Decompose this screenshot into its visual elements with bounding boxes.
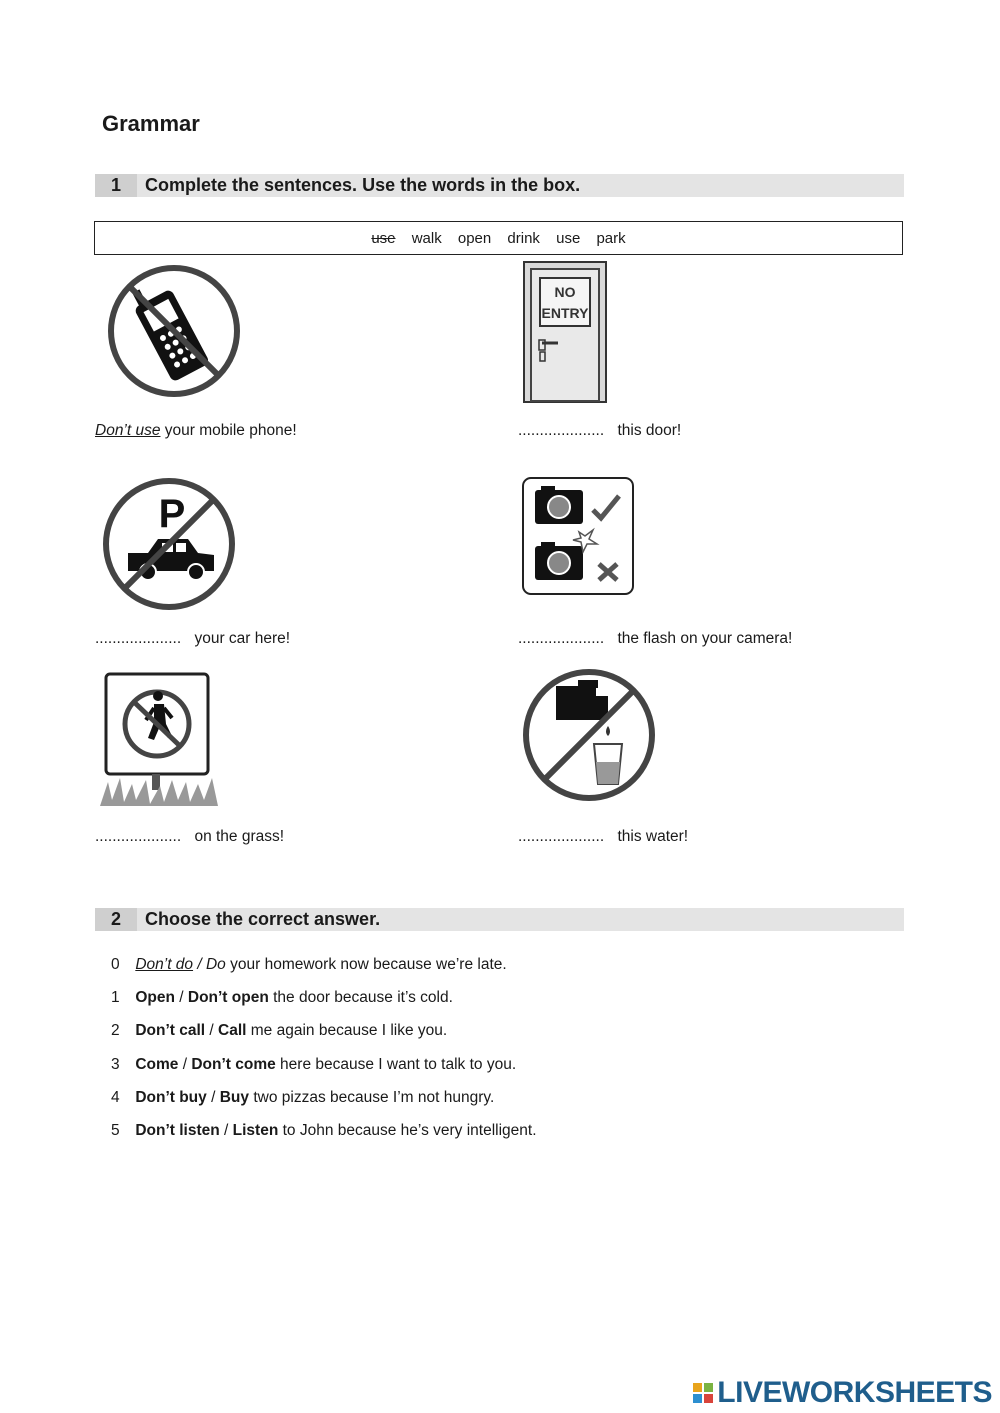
no-walking-on-grass-icon [100,670,220,810]
choice-a[interactable]: Don’t buy [135,1089,207,1106]
word-box-item: walk [411,230,442,247]
answer-gap[interactable]: .................... [518,422,605,439]
sentence-text: this water! [617,828,689,845]
example-choice-b: Do [205,956,226,973]
sentence-text: the flash on your camera! [617,630,793,647]
choice-separator: / [209,1022,214,1039]
question-text: the door because it’s cold. [273,989,453,1006]
exercise-1-item-2 [518,422,681,440]
exercise-1-item-6 [518,828,688,846]
question-text: two pizzas because I’m not hungry. [253,1089,495,1106]
exercise-2-question-3 [111,1056,516,1074]
liveworksheets-logo [693,1376,992,1410]
question-text: to John because he’s very intelligent. [282,1122,537,1139]
no-parking-icon [100,475,238,613]
question-text: me again because I like you. [250,1022,448,1039]
choice-separator: / [182,1056,188,1073]
exercise-2-number: 2 [95,908,137,931]
question-number: 2 [111,1022,120,1039]
exercise-1-item-1 [95,422,297,440]
choice-a[interactable]: Open [135,989,175,1006]
choice-a[interactable]: Come [135,1056,179,1073]
sentence-text: this door! [617,422,682,439]
choice-b[interactable]: Listen [232,1122,279,1139]
door-sign-text-no: NO [554,284,576,300]
word-box-item: use [556,230,581,247]
exercise-1-item-3 [95,630,290,648]
word-box [94,221,903,255]
example-choice-a: Don’t do [135,956,194,973]
logo-text: LIVEWORKSHEETS [717,1376,992,1409]
choice-b[interactable]: Buy [219,1089,250,1106]
answer-gap[interactable]: .................... [518,630,605,647]
no-entry-door-icon [522,260,608,404]
question-number: 1 [111,989,120,1006]
exercise-1-header [95,174,904,197]
choice-separator: / [211,1089,216,1106]
choice-b[interactable]: Don’t open [187,989,269,1006]
word-box-item: park [596,230,626,247]
answer-gap[interactable]: .................... [95,828,182,845]
no-mobile-phone-icon [105,262,243,400]
example-answer: Don’t use [95,422,161,439]
parking-p-letter: P [158,492,186,536]
exercise-1-item-5 [95,828,284,846]
answer-gap[interactable]: .................... [518,828,605,845]
no-camera-flash-icon [521,476,635,596]
choice-separator: / [197,956,202,973]
sentence-text: your mobile phone! [164,422,297,439]
choice-a[interactable]: Don’t call [135,1022,206,1039]
sentence-text: on the grass! [194,828,285,845]
exercise-1-number: 1 [95,174,137,197]
exercise-1-instruction: Complete the sentences. Use the words in the box. [145,175,581,195]
exercise-2-example [111,956,507,974]
question-text: here because I want to talk to you. [280,1056,517,1073]
page-title: Grammar [102,111,200,136]
exercise-2-question-2 [111,1022,447,1040]
no-drinking-water-icon [520,666,658,804]
sentence-text: your car here! [194,630,291,647]
question-number: 4 [111,1089,120,1106]
word-box-item: open [457,230,492,247]
word-box-item: use [371,230,396,247]
exercise-2-question-4 [111,1089,494,1107]
word-box-item: drink [507,230,540,247]
exercise-2-question-1 [111,989,453,1007]
question-number: 3 [111,1056,120,1073]
answer-gap[interactable]: .................... [95,630,182,647]
choice-separator: / [224,1122,229,1139]
choice-separator: / [179,989,184,1006]
door-sign-text-entry: ENTRY [541,305,589,321]
choice-b[interactable]: Call [218,1022,247,1039]
logo-blocks-icon [693,1383,713,1403]
choice-a[interactable]: Don’t listen [135,1122,220,1139]
question-number: 5 [111,1122,120,1139]
exercise-2-instruction: Choose the correct answer. [145,909,381,929]
exercise-1-item-4 [518,630,792,648]
question-text: your homework now because we’re late. [230,956,507,973]
choice-b[interactable]: Don’t come [191,1056,276,1073]
exercise-2-header [95,908,904,931]
exercise-2-question-5 [111,1122,537,1140]
question-number: 0 [111,956,120,973]
